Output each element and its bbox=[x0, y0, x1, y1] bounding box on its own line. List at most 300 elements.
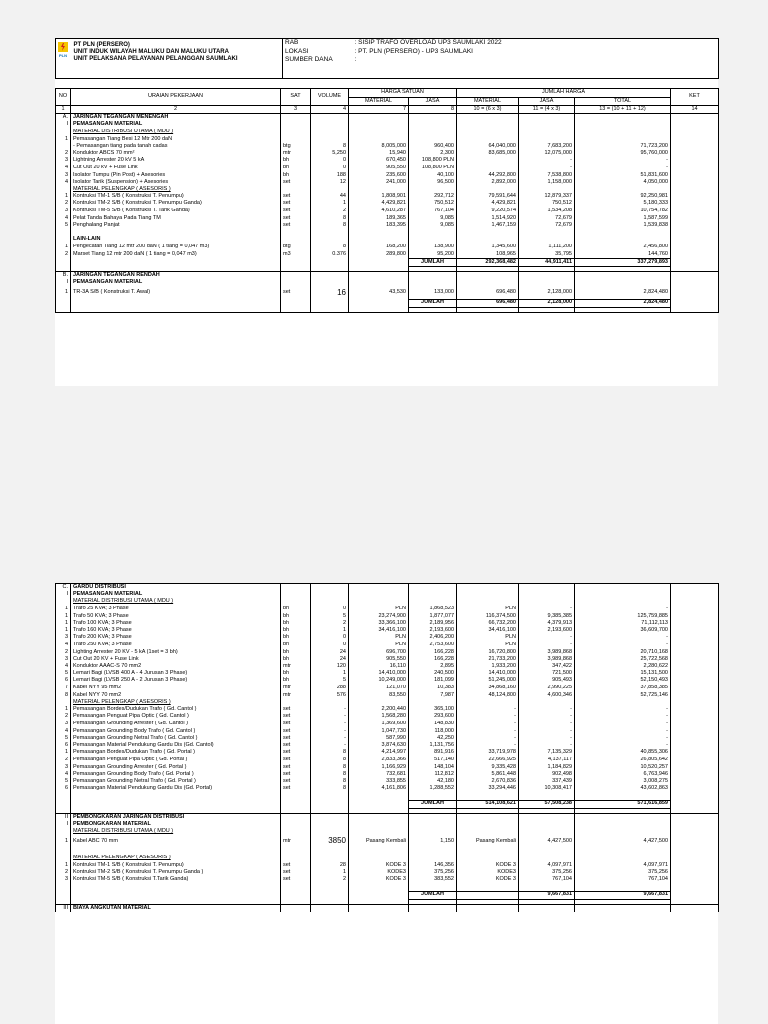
org-line-2: UNIT INDUK WILAYAH MALUKU DAN MALUKU UTARA bbox=[73, 49, 229, 55]
cell-jumlah-jasa bbox=[519, 236, 575, 243]
cell-sat bbox=[281, 699, 311, 706]
cell-uraian: Pemasangan Grounding Arrester ( Gd. Cantol ) bbox=[71, 721, 281, 728]
cell-sat: bh bbox=[281, 670, 311, 677]
lokasi-label: LOKASI bbox=[285, 47, 309, 55]
cell-volume: - bbox=[311, 735, 349, 742]
cell-jumlah-jasa: 4,097,971 bbox=[519, 862, 575, 869]
cell-volume: 1 bbox=[311, 200, 349, 207]
cell-sat bbox=[281, 584, 311, 592]
table-row bbox=[56, 785, 719, 792]
cell-ket bbox=[671, 855, 719, 862]
cell-sat bbox=[281, 847, 311, 854]
cell-harga-jasa bbox=[409, 883, 457, 891]
cell-jumlah-material: 1,467,159 bbox=[457, 222, 519, 229]
spacer-cell bbox=[281, 307, 311, 312]
cell-uraian: Pemasangan Grounding Netral Trafo ( Gd. Cantol ) bbox=[71, 735, 281, 742]
cell-harga-material: 1,369,600 bbox=[349, 721, 409, 728]
cell-no bbox=[56, 229, 71, 236]
cell-jumlah-jasa bbox=[519, 813, 575, 821]
cell-jumlah-material: 44,292,800 bbox=[457, 172, 519, 179]
cell-uraian: PEMBONGKARAN JARINGAN DISTRIBUSI bbox=[71, 813, 281, 821]
cell-jumlah-material: 64,040,000 bbox=[457, 143, 519, 150]
cell-harga-material: 241,000 bbox=[349, 179, 409, 186]
jumlah-empty-cell bbox=[281, 891, 311, 899]
org-line-3: UNIT PELAKSANA PELAYANAN PELANGGAN SAUMLAKI bbox=[73, 56, 238, 62]
cell-jumlah-jasa: 7,538,800 bbox=[519, 172, 575, 179]
cell-ket bbox=[671, 613, 719, 620]
cell-jumlah-material: Pasang Kembali bbox=[457, 835, 519, 847]
cell-volume: - bbox=[311, 721, 349, 728]
jumlah-empty-cell bbox=[71, 258, 281, 266]
cell-jumlah-material: - bbox=[457, 742, 519, 749]
cell-uraian: Lemari Bagi (LVSB 250 A - 2 Jurusan 3 Phase) bbox=[71, 677, 281, 684]
cell-jumlah-material bbox=[457, 904, 519, 912]
cell-harga-material: KODE3 bbox=[349, 869, 409, 876]
cell-jumlah-material bbox=[457, 584, 519, 592]
cell-sat bbox=[281, 855, 311, 862]
cell-jumlah-material: 51,245,000 bbox=[457, 677, 519, 684]
cell-jumlah-material: 21,733,200 bbox=[457, 656, 519, 663]
cell-ket bbox=[671, 764, 719, 771]
cell-harga-jasa bbox=[409, 114, 457, 122]
cell-uraian: JARINGAN TEGANGAN MENENGAH bbox=[71, 114, 281, 122]
table-row bbox=[56, 670, 719, 677]
cell-no: 8 bbox=[56, 692, 71, 699]
cell-sat: set bbox=[281, 179, 311, 186]
cell-volume bbox=[311, 855, 349, 862]
cell-jumlah-jasa bbox=[519, 136, 575, 143]
cell-harga-material: 4,610,287 bbox=[349, 208, 409, 215]
cell-total: 125,759,885 bbox=[575, 613, 671, 620]
table-row bbox=[56, 721, 719, 728]
cell-volume: 5,250 bbox=[311, 150, 349, 157]
jumlah-jasa: 9,667,831 bbox=[519, 891, 575, 899]
column-number-row bbox=[56, 106, 719, 114]
cell-sat: set bbox=[281, 193, 311, 200]
cell-jumlah-material: KODE 3 bbox=[457, 862, 519, 869]
cell-total: 4,050,000 bbox=[575, 179, 671, 186]
cell-harga-jasa: 2,189,956 bbox=[409, 620, 457, 627]
cell-harga-material bbox=[349, 129, 409, 136]
cell-harga-material: 4,161,806 bbox=[349, 785, 409, 792]
cell-jumlah-material bbox=[457, 591, 519, 598]
cell-ket bbox=[671, 869, 719, 876]
cell-ket bbox=[671, 706, 719, 713]
cell-ket bbox=[671, 179, 719, 186]
cell-ket bbox=[671, 813, 719, 821]
cell-jumlah-material: - bbox=[457, 735, 519, 742]
cell-ket bbox=[671, 200, 719, 207]
col-number: 10 = (6 x 3) bbox=[457, 106, 519, 114]
cell-jumlah-jasa: 9,385,385 bbox=[519, 613, 575, 620]
jumlah-label: JUMLAH bbox=[409, 800, 457, 808]
cell-harga-jasa bbox=[409, 591, 457, 598]
cell-volume: 0 bbox=[311, 165, 349, 172]
cell-volume: 2 bbox=[311, 620, 349, 627]
cell-jumlah-material: 83,685,000 bbox=[457, 150, 519, 157]
cell-jumlah-jasa: 3,989,868 bbox=[519, 649, 575, 656]
cell-harga-material: 23,274,900 bbox=[349, 613, 409, 620]
cell-jumlah-material: PLN bbox=[457, 642, 519, 649]
jumlah-gardu bbox=[56, 800, 719, 813]
jumlah-empty-cell bbox=[349, 258, 409, 266]
cell-harga-jasa: 181,099 bbox=[409, 677, 457, 684]
cell-jumlah-material bbox=[457, 883, 519, 891]
cell-harga-jasa: 767,104 bbox=[409, 208, 457, 215]
cell-sat bbox=[281, 121, 311, 128]
cell-total: 92,250,981 bbox=[575, 193, 671, 200]
cell-ket bbox=[671, 279, 719, 286]
cell-jumlah-jasa: 7,683,200 bbox=[519, 143, 575, 150]
cell-uraian: MATERIAL DISTRIBUSI UTAMA ( MDU ) bbox=[71, 598, 281, 605]
svg-text:PLN: PLN bbox=[59, 53, 67, 58]
cell-harga-jasa: 292,712 bbox=[409, 193, 457, 200]
cell-uraian: MATERIAL DISTRIBUSI UTAMA ( MDU ) bbox=[71, 828, 281, 835]
jumlah-jasa: 44,911,411 bbox=[519, 258, 575, 266]
table-row bbox=[56, 208, 719, 215]
cell-no: 4 bbox=[56, 165, 71, 172]
cell-no: 3 bbox=[56, 876, 71, 883]
cell-jumlah-jasa: 35,795 bbox=[519, 251, 575, 259]
cell-harga-jasa: 891,916 bbox=[409, 749, 457, 756]
table-row bbox=[56, 713, 719, 720]
cell-sat: set bbox=[281, 862, 311, 869]
cell-no: 4 bbox=[56, 215, 71, 222]
cell-jumlah-jasa: - bbox=[519, 735, 575, 742]
cell-uraian: Kabel NYY 70 mm2 bbox=[71, 692, 281, 699]
cell-total bbox=[575, 136, 671, 143]
spacer-cell bbox=[56, 307, 71, 312]
cell-uraian: LAIN-LAIN bbox=[71, 236, 281, 243]
cell-uraian: Pemasangan Grounding Arrester ( Gd. Portal ) bbox=[71, 764, 281, 771]
cell-harga-jasa bbox=[409, 584, 457, 592]
cell-jumlah-jasa: 12,879,337 bbox=[519, 193, 575, 200]
cell-ket bbox=[671, 634, 719, 641]
cell-harga-jasa bbox=[409, 699, 457, 706]
cell-no: 1 bbox=[56, 613, 71, 620]
cell-harga-jasa: 2,753,600 bbox=[409, 642, 457, 649]
cell-jumlah-jasa: 7,135,329 bbox=[519, 749, 575, 756]
cell-total: 767,104 bbox=[575, 876, 671, 883]
cell-volume: 8 bbox=[311, 757, 349, 764]
cell-jumlah-material: - bbox=[457, 706, 519, 713]
cell-volume: - bbox=[311, 728, 349, 735]
cell-harga-material: 4,214,997 bbox=[349, 749, 409, 756]
cell-jumlah-jasa bbox=[519, 272, 575, 280]
cell-ket bbox=[671, 677, 719, 684]
cell-volume: 1 bbox=[311, 627, 349, 634]
cell-volume: 5 bbox=[311, 677, 349, 684]
cell-no: I bbox=[56, 591, 71, 598]
cell-total bbox=[575, 129, 671, 136]
jumlah-total: 571,616,859 bbox=[575, 800, 671, 808]
cell-jumlah-material bbox=[457, 229, 519, 236]
cell-sat: bh bbox=[281, 634, 311, 641]
cell-sat: set bbox=[281, 876, 311, 883]
cell-harga-material bbox=[349, 121, 409, 128]
pln-logo-icon bbox=[58, 42, 68, 58]
cell-uraian bbox=[71, 792, 281, 800]
table-row bbox=[56, 706, 719, 713]
cell-uraian: Konduktor AAAC-S 70 mm2 bbox=[71, 663, 281, 670]
table-row bbox=[56, 200, 719, 207]
cell-volume: 576 bbox=[311, 692, 349, 699]
table-row bbox=[56, 584, 719, 592]
cell-volume bbox=[311, 821, 349, 828]
table-row bbox=[56, 656, 719, 663]
cell-ket bbox=[671, 193, 719, 200]
cell-total: 6,763,946 bbox=[575, 771, 671, 778]
table-row bbox=[56, 613, 719, 620]
cell-jumlah-jasa: 347,422 bbox=[519, 663, 575, 670]
spacer-cell bbox=[349, 307, 409, 312]
cell-uraian: Pemasangan Grounding Body Trafo ( Gd. Cantol ) bbox=[71, 728, 281, 735]
cell-total: 26,805,642 bbox=[575, 757, 671, 764]
cell-jumlah-jasa: 750,512 bbox=[519, 200, 575, 207]
cell-sat: mtr bbox=[281, 663, 311, 670]
cell-volume bbox=[311, 883, 349, 891]
cell-volume bbox=[311, 229, 349, 236]
cell-sat: set bbox=[281, 869, 311, 876]
cell-no: 1 bbox=[56, 193, 71, 200]
cell-harga-material: 1,568,280 bbox=[349, 713, 409, 720]
cell-jumlah-material bbox=[457, 121, 519, 128]
cell-uraian: Trafo 25 KVA; 3 Phase bbox=[71, 606, 281, 613]
cell-no: 4 bbox=[56, 771, 71, 778]
cell-total: - bbox=[575, 634, 671, 641]
cell-no bbox=[56, 847, 71, 854]
cell-total: - bbox=[575, 713, 671, 720]
rab-label: RAB bbox=[283, 39, 353, 48]
cell-volume bbox=[311, 114, 349, 122]
cell-no bbox=[56, 883, 71, 891]
cell-no: 5 bbox=[56, 222, 71, 229]
cell-uraian: Trafo 100 KVA; 3 Phase bbox=[71, 620, 281, 627]
cell-uraian: Kabel NYY 95 mm2 bbox=[71, 685, 281, 692]
cell-no: A. bbox=[56, 114, 71, 122]
cell-volume bbox=[311, 699, 349, 706]
cell-jumlah-material: 16,720,800 bbox=[457, 649, 519, 656]
cell-no: 2 bbox=[56, 713, 71, 720]
table-row bbox=[56, 764, 719, 771]
cell-jumlah-jasa: 1,534,208 bbox=[519, 208, 575, 215]
cell-no bbox=[56, 598, 71, 605]
cell-harga-jasa: 293,600 bbox=[409, 713, 457, 720]
cell-harga-material: 235,600 bbox=[349, 172, 409, 179]
table-row bbox=[56, 685, 719, 692]
cell-jumlah-material: 14,410,000 bbox=[457, 670, 519, 677]
rab-sheet-page-2 bbox=[55, 583, 718, 1024]
cell-harga-jasa: 138,900 bbox=[409, 244, 457, 251]
cell-jumlah-jasa: 902,498 bbox=[519, 771, 575, 778]
cell-jumlah-jasa: 2,990,225 bbox=[519, 685, 575, 692]
cell-ket bbox=[671, 749, 719, 756]
cell-harga-material: 168,200 bbox=[349, 244, 409, 251]
table-row bbox=[56, 279, 719, 286]
cell-uraian bbox=[71, 883, 281, 891]
cell-harga-jasa: 148,104 bbox=[409, 764, 457, 771]
cell-no bbox=[56, 129, 71, 136]
spacer-cell bbox=[671, 307, 719, 312]
cell-ket bbox=[671, 883, 719, 891]
cell-ket bbox=[671, 251, 719, 259]
cell-harga-material bbox=[349, 236, 409, 243]
col-jumlah-harga: JUMLAH HARGA bbox=[457, 89, 671, 98]
cell-jumlah-material: - bbox=[457, 721, 519, 728]
jumlah-total: 337,279,893 bbox=[575, 258, 671, 266]
cell-ket bbox=[671, 222, 719, 229]
cell-harga-jasa: 7,987 bbox=[409, 692, 457, 699]
cell-no: 2 bbox=[56, 869, 71, 876]
cell-sat bbox=[281, 229, 311, 236]
cell-sat: mtr bbox=[281, 835, 311, 847]
cell-jumlah-material: 34,868,160 bbox=[457, 685, 519, 692]
cell-sat bbox=[281, 279, 311, 286]
cell-harga-jasa: 1,150 bbox=[409, 835, 457, 847]
cell-jumlah-material bbox=[457, 855, 519, 862]
table-row bbox=[56, 855, 719, 862]
cell-no: 2 bbox=[56, 150, 71, 157]
cell-no bbox=[56, 792, 71, 800]
cell-volume: 8 bbox=[311, 143, 349, 150]
cell-jumlah-material bbox=[457, 821, 519, 828]
cell-jumlah-material bbox=[457, 165, 519, 172]
cell-jumlah-jasa: 767,104 bbox=[519, 876, 575, 883]
cell-volume: 8 bbox=[311, 215, 349, 222]
cell-total: 36,609,700 bbox=[575, 627, 671, 634]
cell-total bbox=[575, 584, 671, 592]
table-row bbox=[56, 591, 719, 598]
cell-jumlah-material bbox=[457, 157, 519, 164]
cell-no: 3 bbox=[56, 721, 71, 728]
cell-ket bbox=[671, 847, 719, 854]
cell-total bbox=[575, 598, 671, 605]
cell-harga-material bbox=[349, 136, 409, 143]
cell-sat bbox=[281, 883, 311, 891]
cell-volume bbox=[311, 236, 349, 243]
cell-total: 3,008,275 bbox=[575, 778, 671, 785]
cell-total bbox=[575, 828, 671, 835]
cell-jumlah-material: - bbox=[457, 713, 519, 720]
table-row bbox=[56, 778, 719, 785]
jumlah-empty-cell bbox=[311, 258, 349, 266]
cell-harga-material: 333,855 bbox=[349, 778, 409, 785]
table-row bbox=[56, 692, 719, 699]
col-harga-jasa: JASA bbox=[409, 97, 457, 106]
col-number: 3 bbox=[281, 106, 311, 114]
cell-ket bbox=[671, 591, 719, 598]
rab-table-page-2 bbox=[55, 583, 719, 912]
cell-volume: - bbox=[311, 706, 349, 713]
spacer-row bbox=[56, 307, 719, 312]
jumlah-empty-cell bbox=[56, 299, 71, 307]
cell-harga-jasa: 1,877,077 bbox=[409, 613, 457, 620]
cell-no: I bbox=[56, 279, 71, 286]
cell-harga-material: Pasang Kembali bbox=[349, 835, 409, 847]
org-header bbox=[56, 39, 283, 79]
table-row bbox=[56, 792, 719, 800]
cell-no: I bbox=[56, 121, 71, 128]
cell-harga-jasa: 146,356 bbox=[409, 862, 457, 869]
cell-jumlah-jasa: 905,493 bbox=[519, 677, 575, 684]
cell-total: - bbox=[575, 742, 671, 749]
cell-harga-material: 1,047,730 bbox=[349, 728, 409, 735]
cell-ket bbox=[671, 656, 719, 663]
cell-no: 1 bbox=[56, 287, 71, 300]
cell-uraian: BIAYA ANGKUTAN MATERIAL bbox=[71, 904, 281, 912]
cell-jumlah-jasa: 721,500 bbox=[519, 670, 575, 677]
cell-harga-material: 905,550 bbox=[349, 165, 409, 172]
cell-harga-jasa bbox=[409, 229, 457, 236]
cell-no: 5 bbox=[56, 670, 71, 677]
cell-total: 25,722,568 bbox=[575, 656, 671, 663]
cell-jumlah-jasa: 12,075,000 bbox=[519, 150, 575, 157]
cell-ket bbox=[671, 785, 719, 792]
cell-no: 6 bbox=[56, 742, 71, 749]
cell-sat: set bbox=[281, 287, 311, 300]
cell-sat bbox=[281, 821, 311, 828]
cell-uraian: Penghalang Panjat bbox=[71, 222, 281, 229]
cell-no: 3 bbox=[56, 172, 71, 179]
cell-jumlah-jasa bbox=[519, 598, 575, 605]
cell-ket bbox=[671, 742, 719, 749]
cell-harga-material: 732,681 bbox=[349, 771, 409, 778]
jumlah-total: 2,824,480 bbox=[575, 299, 671, 307]
cell-no bbox=[56, 236, 71, 243]
cell-volume: 2 bbox=[311, 208, 349, 215]
cell-harga-jasa bbox=[409, 129, 457, 136]
cell-no: 1 bbox=[56, 862, 71, 869]
cell-no: 1 bbox=[56, 606, 71, 613]
table-row bbox=[56, 129, 719, 136]
cell-jumlah-jasa bbox=[519, 584, 575, 592]
cell-jumlah-material: PLN bbox=[457, 634, 519, 641]
cell-ket bbox=[671, 904, 719, 912]
cell-ket bbox=[671, 143, 719, 150]
table-row bbox=[56, 193, 719, 200]
cell-volume bbox=[311, 847, 349, 854]
cell-harga-jasa: 365,100 bbox=[409, 706, 457, 713]
cell-jumlah-material: 34,416,100 bbox=[457, 627, 519, 634]
cell-jumlah-material: 48,124,800 bbox=[457, 692, 519, 699]
cell-sat: btg bbox=[281, 143, 311, 150]
cell-total: - bbox=[575, 157, 671, 164]
cell-uraian: Trafo 250 KVA; 3 Phase bbox=[71, 642, 281, 649]
cell-ket bbox=[671, 114, 719, 122]
sumber-dana-label: SUMBER DANA bbox=[285, 56, 333, 64]
jumlah-jtm bbox=[56, 258, 719, 271]
cell-uraian: Pemasangan Grounding Netral Trafo ( Gd. Portal ) bbox=[71, 778, 281, 785]
cell-volume bbox=[311, 598, 349, 605]
cell-jumlah-jasa bbox=[519, 699, 575, 706]
cell-no: 6 bbox=[56, 785, 71, 792]
col-jumlah-material: MATERIAL bbox=[457, 97, 519, 106]
table-row bbox=[56, 165, 719, 172]
cell-ket bbox=[671, 728, 719, 735]
cell-volume: 1 bbox=[311, 670, 349, 677]
table-row bbox=[56, 136, 719, 143]
cell-total: 4,427,500 bbox=[575, 835, 671, 847]
cell-sat: set bbox=[281, 728, 311, 735]
cell-total: 43,602,863 bbox=[575, 785, 671, 792]
cell-jumlah-material bbox=[457, 699, 519, 706]
cell-volume bbox=[311, 272, 349, 280]
cell-sat: set bbox=[281, 215, 311, 222]
cell-jumlah-material: PLN bbox=[457, 606, 519, 613]
org-line-1: PT PLN (PERSERO) bbox=[73, 42, 130, 48]
cell-uraian: Cut Out 20 KV + Fuse Link bbox=[71, 656, 281, 663]
cell-jumlah-material: 696,480 bbox=[457, 287, 519, 300]
